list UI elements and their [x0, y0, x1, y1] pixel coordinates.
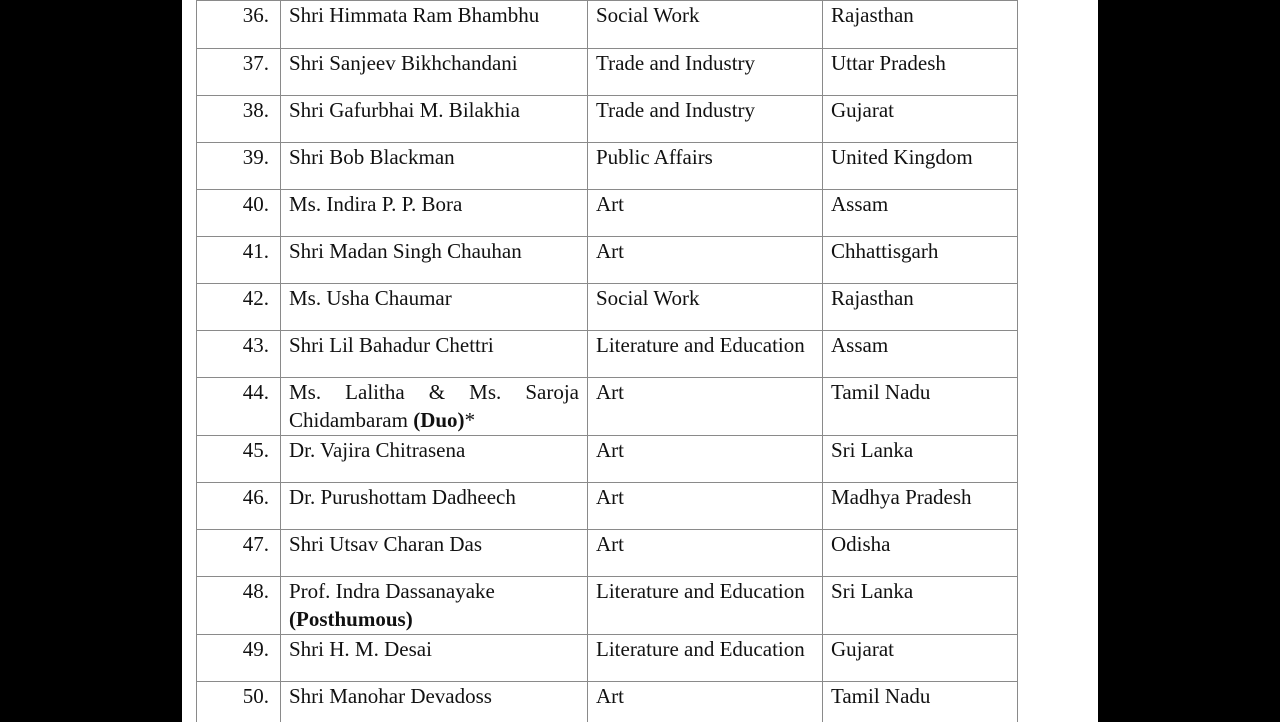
awardee-name: Dr. Purushottam Dadheech [281, 483, 588, 530]
awardee-state: Rajasthan [823, 284, 1018, 331]
awardee-name-cell [281, 378, 588, 436]
table-row [197, 682, 1018, 722]
serial-number: 47. [197, 530, 281, 577]
award-field: Public Affairs [588, 143, 823, 190]
award-field: Social Work [588, 284, 823, 331]
award-field: Art [588, 530, 823, 577]
awardee-name: Dr. Vajira Chitrasena [281, 436, 588, 483]
table-row [197, 190, 1018, 237]
awardee-state: Uttar Pradesh [823, 49, 1018, 96]
awardee-name: Shri Utsav Charan Das [281, 530, 588, 577]
table-row [197, 143, 1018, 190]
table-row [197, 1, 1018, 49]
posthumous-label: (Posthumous) [289, 607, 413, 631]
serial-number: 49. [197, 635, 281, 682]
award-field: Literature and Education [588, 635, 823, 682]
table-row [197, 49, 1018, 96]
awardee-name: Ms. Indira P. P. Bora [281, 190, 588, 237]
awardee-name: Ms. Usha Chaumar [281, 284, 588, 331]
asterisk-mark: * [464, 408, 476, 432]
table-row [197, 284, 1018, 331]
table-row [197, 577, 1018, 635]
award-field: Art [588, 483, 823, 530]
award-field: Art [588, 237, 823, 284]
awardee-name: Prof. Indra Dassanayake [289, 579, 495, 603]
serial-number: 37. [197, 49, 281, 96]
awardee-state: Odisha [823, 530, 1018, 577]
serial-number: 50. [197, 682, 281, 722]
awardee-state: Gujarat [823, 96, 1018, 143]
awardee-name: Shri Madan Singh Chauhan [281, 237, 588, 284]
table-row [197, 331, 1018, 378]
table-row [197, 635, 1018, 682]
serial-number: 38. [197, 96, 281, 143]
table-row [197, 237, 1018, 284]
serial-number: 46. [197, 483, 281, 530]
awardee-state: Assam [823, 331, 1018, 378]
table-row [197, 96, 1018, 143]
award-field: Trade and Industry [588, 49, 823, 96]
serial-number: 39. [197, 143, 281, 190]
awardee-name: Shri Bob Blackman [281, 143, 588, 190]
awardee-state: Madhya Pradesh [823, 483, 1018, 530]
table-row [197, 436, 1018, 483]
duo-label: (Duo) [413, 408, 465, 432]
awardee-state: Tamil Nadu [823, 378, 1018, 436]
award-field: Art [588, 378, 823, 436]
awardee-name-cell [281, 577, 588, 635]
serial-number: 41. [197, 237, 281, 284]
awardee-state: Assam [823, 190, 1018, 237]
serial-number: 48. [197, 577, 281, 635]
awardee-name: Ms. Lalitha & Ms. Saroja Chidambaram [289, 380, 579, 432]
document-page [182, 0, 1098, 722]
awardee-state: Sri Lanka [823, 436, 1018, 483]
awardee-name: Shri Manohar Devadoss [281, 682, 588, 722]
serial-number: 36. [197, 1, 281, 49]
awardee-name: Shri Lil Bahadur Chettri [281, 331, 588, 378]
award-field: Art [588, 436, 823, 483]
serial-number: 42. [197, 284, 281, 331]
awards-table [196, 0, 1018, 722]
serial-number: 43. [197, 331, 281, 378]
serial-number: 44. [197, 378, 281, 436]
award-field: Art [588, 682, 823, 722]
award-field: Literature and Education [588, 331, 823, 378]
award-field: Literature and Education [588, 577, 823, 635]
awardee-state: Sri Lanka [823, 577, 1018, 635]
awardee-state: Tamil Nadu [823, 682, 1018, 722]
table-row [197, 483, 1018, 530]
awardee-name: Shri Gafurbhai M. Bilakhia [281, 96, 588, 143]
serial-number: 40. [197, 190, 281, 237]
awardee-state: Rajasthan [823, 1, 1018, 49]
award-field: Social Work [588, 1, 823, 49]
table-row [197, 530, 1018, 577]
awardee-name: Shri Himmata Ram Bhambhu [281, 1, 588, 49]
awardee-name: Shri Sanjeev Bikhchandani [281, 49, 588, 96]
awardee-state: United Kingdom [823, 143, 1018, 190]
awardee-name: Shri H. M. Desai [281, 635, 588, 682]
table-row [197, 378, 1018, 436]
award-field: Trade and Industry [588, 96, 823, 143]
awardee-state: Gujarat [823, 635, 1018, 682]
serial-number: 45. [197, 436, 281, 483]
awardee-state: Chhattisgarh [823, 237, 1018, 284]
award-field: Art [588, 190, 823, 237]
